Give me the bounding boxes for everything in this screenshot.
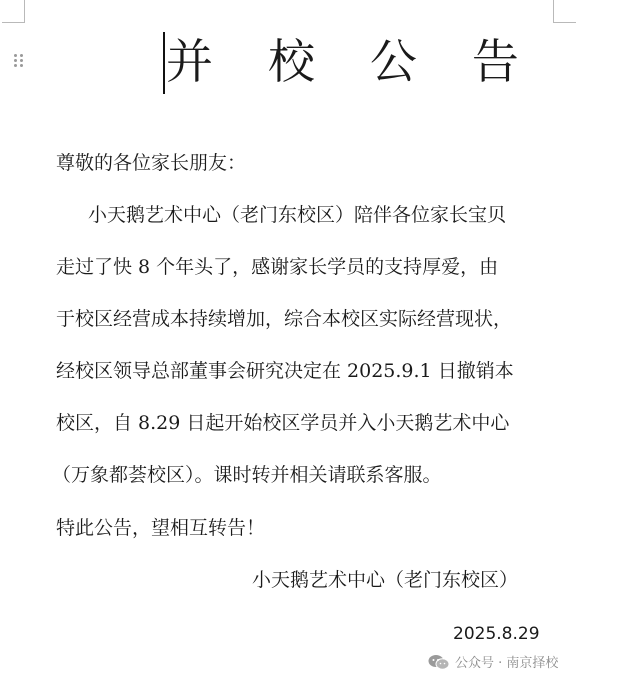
drag-handle-icon[interactable] (14, 54, 24, 68)
watermark-text: 公众号 · 南京择校 (455, 656, 559, 671)
greeting: 尊敬的各位家长朋友： (56, 152, 247, 174)
document-title: 并 校 公 告 (166, 35, 539, 90)
body-line: （万象都荟校区）。课时转并相关请联系客服。 (52, 464, 442, 486)
crop-mark-top-left (2, 0, 25, 23)
wechat-icon (428, 654, 450, 670)
crop-mark-top-right (553, 0, 576, 23)
body-line: 于校区经营成本持续增加，综合本校区实际经营现状， (56, 308, 513, 330)
signature: 小天鹅艺术中心（老门东校区） (252, 569, 519, 591)
document-date: 2025.8.29 (453, 624, 540, 644)
body-line: 小天鹅艺术中心（老门东校区）陪伴各位家长宝贝 (88, 204, 507, 226)
body-line: 校区，自 8.29 日起开始校区学员并入小天鹅艺术中心 (56, 412, 510, 434)
watermark (428, 652, 558, 671)
body-line: 走过了快 8 个年头了，感谢家长学员的支持厚爱，由 (56, 256, 499, 278)
body-line: 经校区领导总部董事会研究决定在 2025.9.1 日撤销本 (56, 360, 514, 382)
text-cursor (163, 32, 165, 94)
closing-line: 特此公告，望相互转告！ (56, 517, 266, 539)
